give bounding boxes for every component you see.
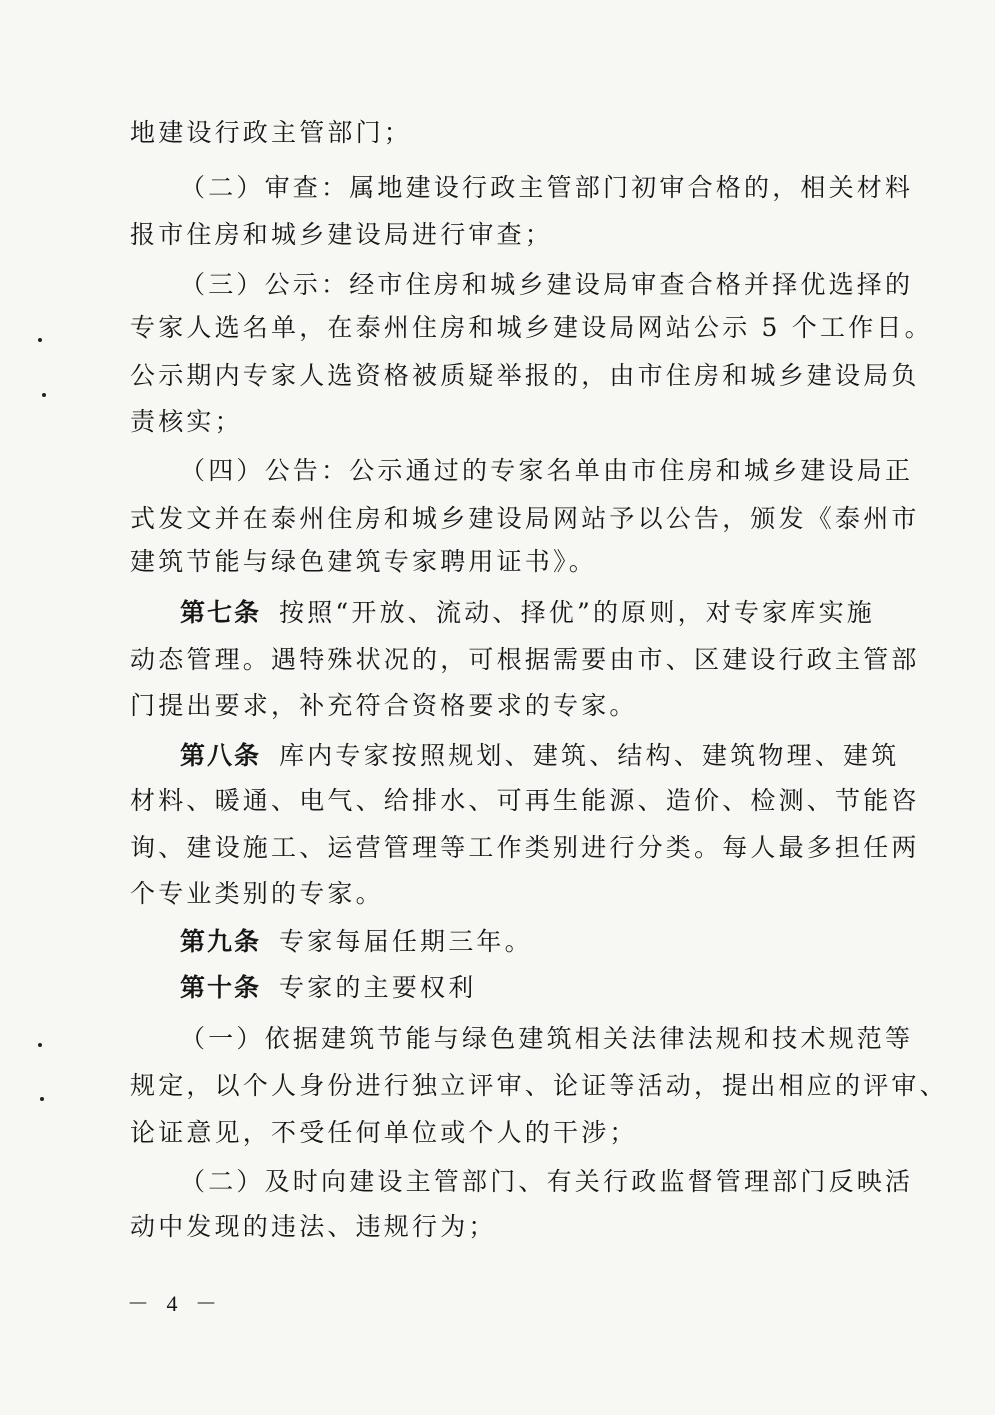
scan-speck: [38, 1043, 42, 1047]
article-9-line: [180, 922, 533, 962]
scan-speck: [40, 1097, 44, 1101]
text-line: 论证意见，不受任何单位或个人的干涉；: [130, 1118, 638, 1147]
article-text: 按照“开放、流动、择优”的原则，对专家库实施: [279, 598, 875, 627]
text-line: 公示期内专家人选资格被质疑举报的，由市住房和城乡建设局负: [130, 361, 920, 390]
text-line: 地建设行政主管部门；: [130, 118, 413, 147]
text-line: 材料、暖通、电气、给排水、可再生能源、造价、检测、节能咨: [130, 786, 920, 815]
text-line: 规定，以个人身份进行独立评审、论证等活动，提出相应的评审、: [130, 1071, 948, 1100]
article-heading: 第八条: [180, 741, 262, 770]
text-line: （一）依据建筑节能与绿色建筑相关法律法规和技术规范等: [180, 1024, 914, 1053]
article-text: 专家每届任期三年。: [279, 927, 533, 956]
text-line: 式发文并在泰州住房和城乡建设局网站予以公告，颁发《泰州市: [130, 504, 920, 533]
article-10-line: [180, 968, 476, 1008]
article-7-line: [180, 593, 875, 633]
article-heading: 第七条: [180, 598, 262, 627]
text-line: （二）及时向建设主管部门、有关行政监督管理部门反映活: [180, 1167, 914, 1196]
text-line: 责核实；: [130, 407, 243, 436]
text-line: 报市住房和城乡建设局进行审查；: [130, 220, 554, 249]
text-line: 询、建设施工、运营管理等工作类别进行分类。每人最多担任两: [130, 833, 920, 862]
text-line: 动中发现的违法、违规行为；: [130, 1212, 497, 1241]
text-line: 专家人选名单，在泰州住房和城乡建设局网站公示 5 个工作日。: [130, 313, 933, 342]
text-line: 动态管理。遇特殊状况的，可根据需要由市、区建设行政主管部: [130, 645, 920, 674]
article-text: 专家的主要权利: [279, 973, 477, 1002]
page-number: － 4 －: [127, 1291, 224, 1316]
scan-speck: [38, 338, 42, 342]
article-8-line: [180, 736, 899, 776]
text-line: （三）公示：经市住房和城乡建设局审查合格并择优选择的: [180, 270, 914, 299]
text-line: （四）公告：公示通过的专家名单由市住房和城乡建设局正: [180, 456, 914, 485]
text-line: 个专业类别的专家。: [130, 879, 384, 908]
scan-speck: [42, 393, 46, 397]
article-heading: 第九条: [180, 927, 262, 956]
article-heading: 第十条: [180, 973, 262, 1002]
text-line: （二）审查：属地建设行政主管部门初审合格的，相关材料: [180, 173, 914, 202]
text-line: 建筑节能与绿色建筑专家聘用证书》。: [130, 547, 597, 576]
text-line: 门提出要求，补充符合资格要求的专家。: [130, 691, 638, 720]
article-text: 库内专家按照规划、建筑、结构、建筑物理、建筑: [279, 741, 900, 770]
